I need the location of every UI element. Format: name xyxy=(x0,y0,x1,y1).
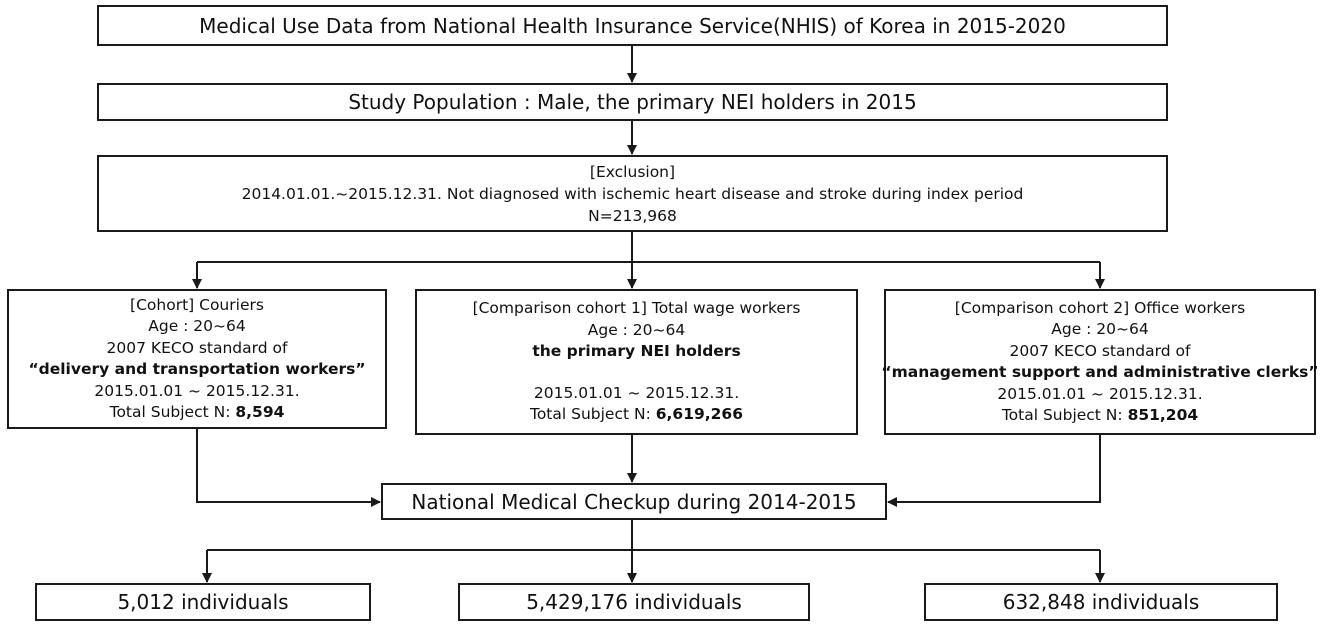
exclusion-box xyxy=(97,155,1168,232)
office-workers-period: 2015.01.01 ~ 2015.12.31. xyxy=(997,384,1203,403)
couriers-occupation: “delivery and transportation workers” xyxy=(28,360,366,378)
study-population-text: Study Population : Male, the primary NEI holders in 2015 xyxy=(348,90,917,114)
office-workers-occupation: “management support and administrative clerks” xyxy=(881,363,1319,381)
couriers-age: Age : 20~64 xyxy=(148,317,246,335)
office-workers-result-box xyxy=(924,583,1278,621)
wage-workers-total-label: Total Subject N: xyxy=(529,405,656,424)
exclusion-count: N=213,968 xyxy=(588,206,677,225)
couriers-period: 2015.01.01 ~ 2015.12.31. xyxy=(94,381,300,400)
wage-workers-title: [Comparison cohort 1] Total wage workers xyxy=(472,299,801,318)
medical-checkup-box xyxy=(381,483,887,520)
office-workers-result-text: 632,848 individuals xyxy=(1002,590,1200,614)
couriers-total-value: 8,594 xyxy=(235,403,285,421)
couriers-cohort-box xyxy=(7,289,387,429)
couriers-title: [Cohort] Couriers xyxy=(130,295,264,314)
wage-workers-result-text: 5,429,176 individuals xyxy=(526,590,742,614)
wage-workers-age: Age : 20~64 xyxy=(587,320,686,339)
wage-workers-occupation: the primary NEI holders xyxy=(532,342,741,361)
couriers-standard: 2007 KECO standard of xyxy=(106,338,288,357)
wage-workers-total xyxy=(530,404,743,426)
couriers-total xyxy=(110,402,285,424)
couriers-result-box xyxy=(35,583,371,621)
office-workers-title: [Comparison cohort 2] Office workers xyxy=(954,298,1246,317)
wage-workers-cohort-box xyxy=(415,289,858,435)
arrow-couriers-to-checkup xyxy=(197,429,380,502)
wage-workers-period: 2015.01.01 ~ 2015.12.31. xyxy=(533,383,740,402)
study-population-box xyxy=(97,83,1168,121)
wage-workers-result-box xyxy=(458,583,810,621)
couriers-total-label: Total Subject N: xyxy=(109,403,236,421)
office-workers-age: Age : 20~64 xyxy=(1051,320,1149,338)
office-workers-total xyxy=(1002,405,1198,427)
office-workers-total-value: 851,204 xyxy=(1127,406,1199,424)
medical-checkup-text: National Medical Checkup during 2014-2015 xyxy=(411,489,857,514)
exclusion-header: [Exclusion] xyxy=(589,162,676,181)
wage-workers-total-value: 6,619,266 xyxy=(655,405,744,424)
data-source-text: Medical Use Data from National Health Insurance Service(NHIS) of Korea in 2015-2020 xyxy=(199,13,1066,38)
arrow-office-to-checkup xyxy=(888,435,1100,502)
office-workers-total-label: Total Subject N: xyxy=(1001,406,1128,424)
couriers-result-text: 5,012 individuals xyxy=(117,590,289,614)
office-workers-standard: 2007 KECO standard of xyxy=(1009,341,1191,360)
office-workers-cohort-box xyxy=(881,289,1319,435)
data-source-box xyxy=(97,5,1168,46)
exclusion-criteria: 2014.01.01.~2015.12.31. Not diagnosed with ischemic heart disease and stroke during index period xyxy=(241,184,1024,203)
